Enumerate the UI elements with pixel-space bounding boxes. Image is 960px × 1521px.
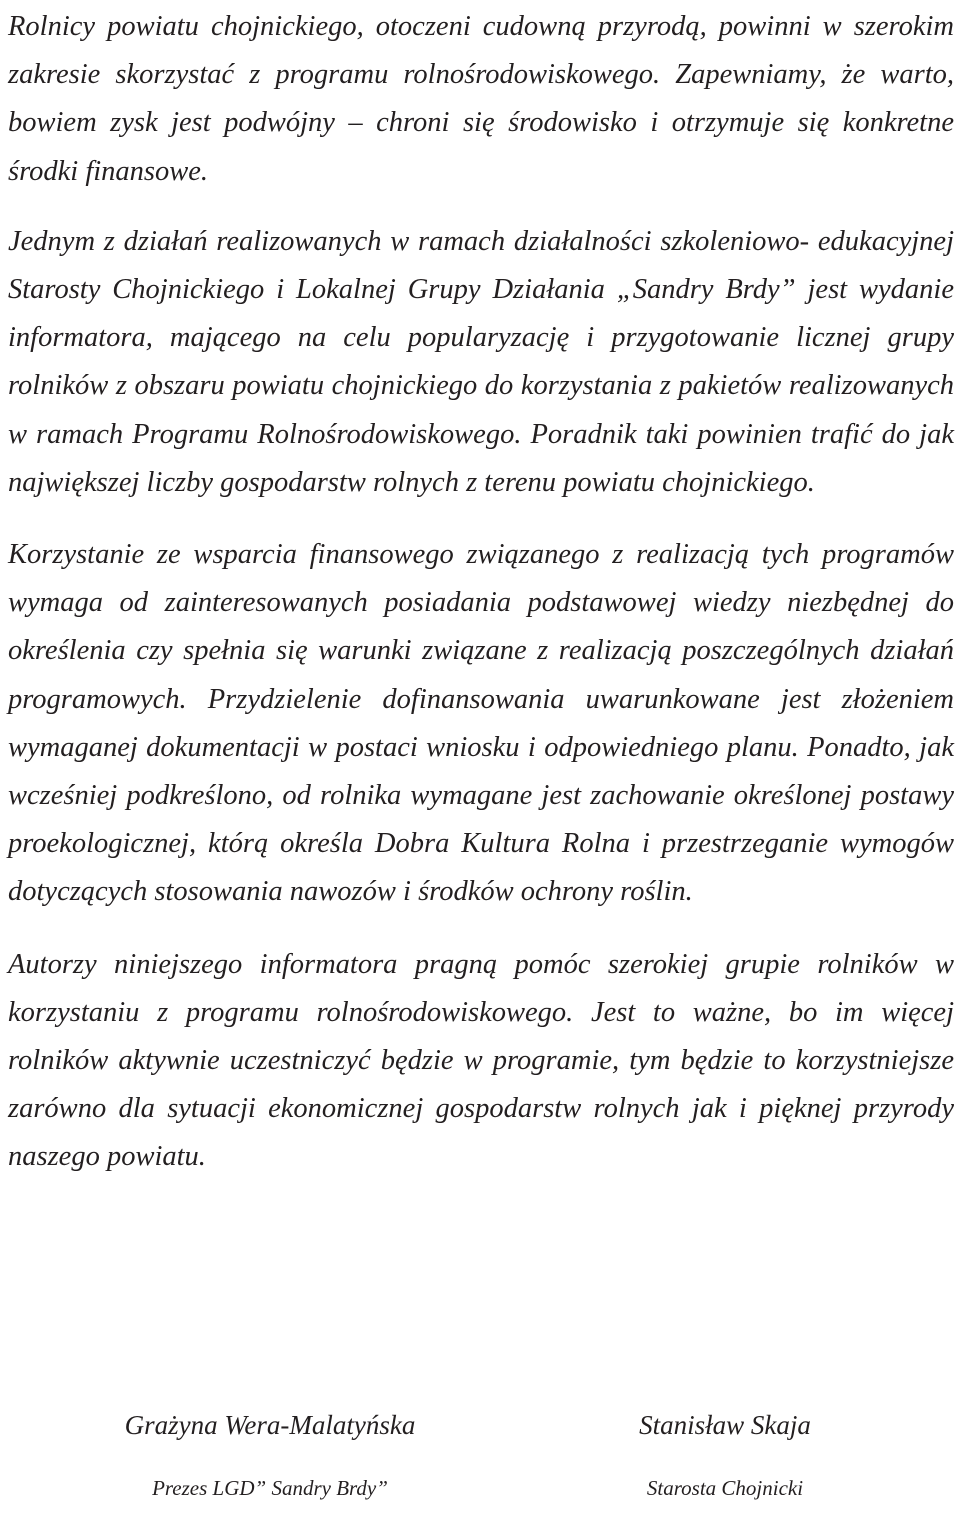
signature-left-name: Grażyna Wera-Malatyńska xyxy=(124,1410,416,1440)
signature-left xyxy=(90,1405,450,1503)
signature-right-name: Stanisław Skaja xyxy=(639,1410,811,1440)
paragraph-intro: Rolnicy powiatu chojnickiego, otoczeni cudowną przyrodą, powinni w szerokim zakresie skorzystać z programu rolnośrodowiskowego. Zapewniamy, że warto, bowiem zysk jest podwójny – chroni się środowisko i otrzymuje się konkretne środki finansowe. xyxy=(8,11,954,187)
paragraph-autorzy: Autorzy niniejszego informatora pragną pomóc szerokiej grupie rolników w korzystaniu z programu rolnośrodowiskowego. Jest to ważne, bo im więcej rolników aktywnie uczestniczyć będzie w programie, tym będzie to korzystniejsze zarówno dla sytuacji ekonomicznej gospodarstw rolnych jak i pięknej przyrody naszego powiatu. xyxy=(8,948,954,1173)
paragraph-informator: Jednym z działań realizowanych w ramach działalności szkoleniowo- edukacyjnej Starosty Chojnickiego i Lokalnej Grupy Działania „Sandry Brdy” jest wydanie informatora, mającego na celu popularyzację i przygotowanie licznej grupy rolników z obszaru powiatu chojnickiego do korzystania z pakietów realizowanych w ramach Programu Rolnośrodowiskowego. Poradnik taki powinien trafić do jak największej liczby gospodarstw rolnych z terenu powiatu chojnickiego. xyxy=(8,225,954,498)
signature-right-role: Starosta Chojnicki xyxy=(646,1476,804,1500)
document-body xyxy=(8,0,954,1182)
signature-left-role: Prezes LGD” Sandry Brdy” xyxy=(152,1476,388,1500)
signature-right xyxy=(600,1405,850,1503)
paragraph-wsparcie: Korzystanie ze wsparcia finansowego związanego z realizacją tych programów wymaga od zainteresowanych posiadania podstawowej wiedzy niezbędnej do określenia czy spełnia się warunki związane z realizacją poszczególnych działań programowych. Przydzielenie dofinansowania uwarunkowane jest złożeniem wymaganej dokumentacji w postaci wniosku i odpowiedniego planu. Ponadto, jak wcześniej podkreślono, od rolnika wymagane jest zachowanie określonej postawy proekologicznej, którą określa Dobra Kultura Rolna i przestrzeganie wymogów dotyczących stosowania nawozów i środków ochrony roślin. xyxy=(8,539,954,908)
signature-block xyxy=(0,1405,960,1521)
